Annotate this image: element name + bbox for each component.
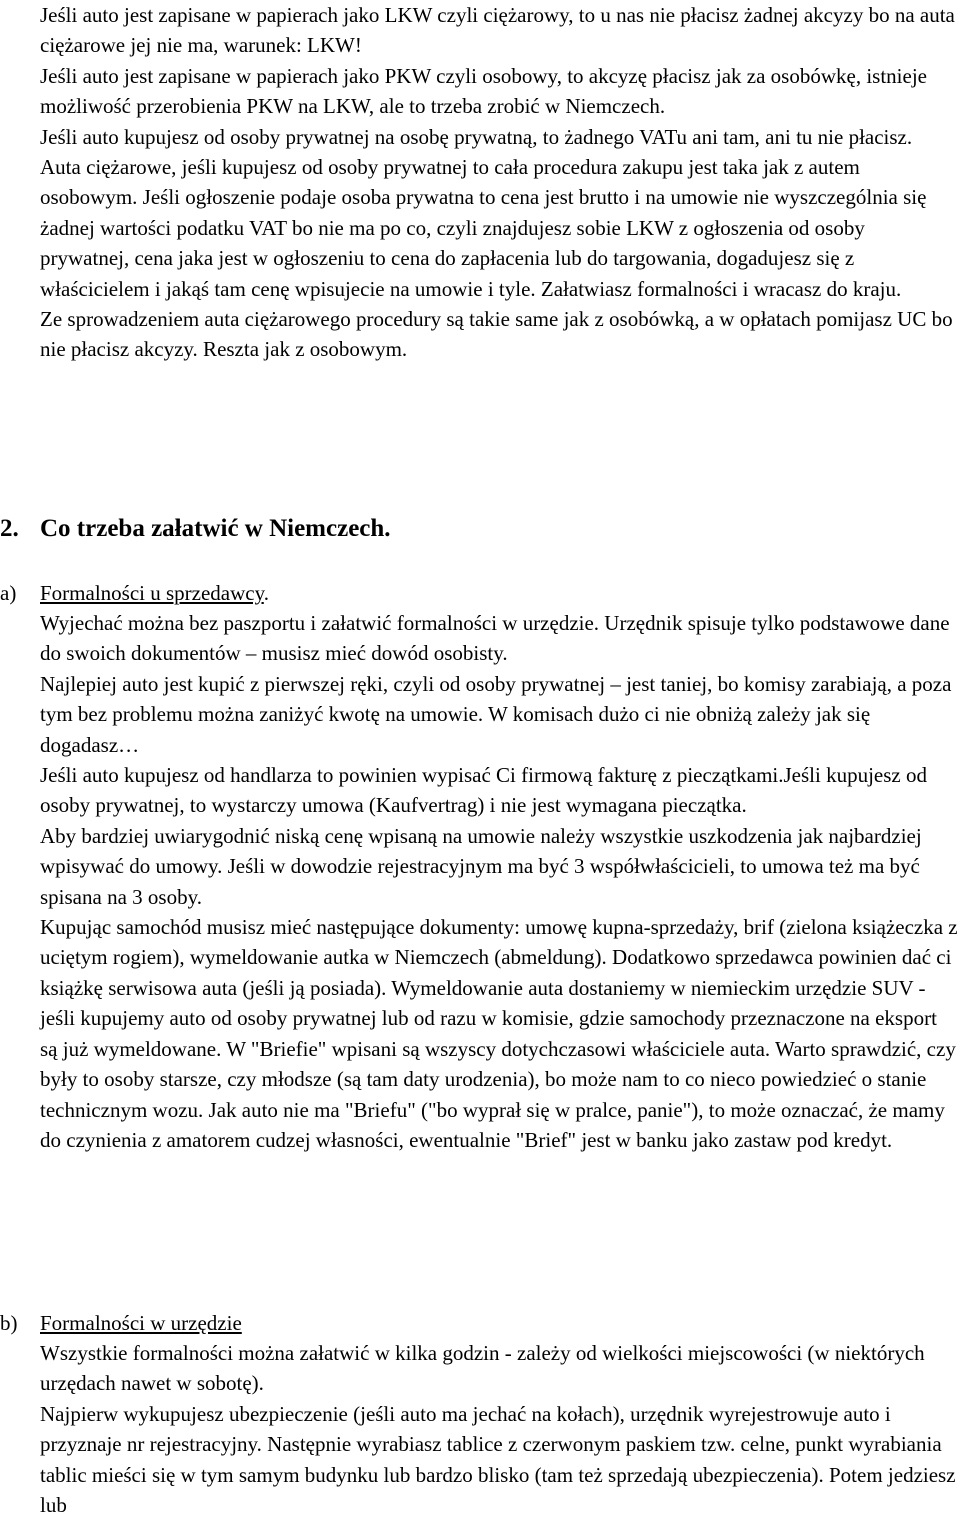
subsection-a-body (40, 608, 958, 1155)
intro-text (40, 0, 958, 365)
subsection-b-heading (0, 1308, 960, 1338)
intro-paragraph: Jeśli auto kupujesz od osoby prywatnej na osobę prywatną, to żadnego VATu ani tam, ani tu nie płacisz. (40, 124, 913, 149)
subsection-a-title: Formalności u sprzedawcy (40, 581, 264, 605)
subsection-a-paragraph: Jeśli auto kupujesz od handlarza to powinien wypisać Ci firmową fakturę z pieczątkami.Jeśli kupujesz od osoby prywatnej, to wystarczy umowa (Kaufvertrag) i nie jest wymagana pieczątka. (40, 763, 927, 818)
intro-paragraph: Jeśli auto jest zapisane w papierach jako LKW czyli ciężarowy, to u nas nie płacisz żadnej akcyzy bo na auta ciężarowe jej nie ma, warunek: LKW! (40, 3, 955, 58)
subsection-b-marker: b) (0, 1311, 18, 1335)
subsection-a-paragraph: Najlepiej auto jest kupić z pierwszej ręki, czyli od osoby prywatnej – jest taniej, bo komisy zarabiają, a poza tym bez problemu można zaniżyć kwotę na umowie. W komisach dużo ci nie obniżą zależy jak się dogadasz… (40, 671, 952, 757)
subsection-a-marker: a) (0, 581, 17, 605)
subsection-b-body (40, 1338, 958, 1520)
subsection-b-paragraph: Wszystkie formalności można załatwić w kilka godzin - zależy od wielkości miejscowości (w niektórych urzędach nawet w sobotę). (40, 1341, 925, 1396)
intro-paragraph: Ze sprowadzeniem auta ciężarowego procedury są takie same jak z osobówką, a w opłatach pomijasz UC bo nie płacisz akcyzy. Reszta jak z osobowym. (40, 307, 953, 362)
intro-paragraph: Auta ciężarowe, jeśli kupujesz od osoby prywatnej to cała procedura zakupu jest taka jak z autem osobowym. Jeśli ogłoszenie podaje osoba prywatna to cena jest brutto i na umowie nie wyszczególnia się żadnej wartości podatku VAT bo nie ma po co, czyli znajdujesz sobie LKW z ogłoszenia od osoby prywatnej, cena jaka jest w ogłoszeniu to cena do zapłacenia lub do targowania, dogadujesz się z właścicielem i jakąś tam cenę wpisujecie na umowie i tyle. Załatwiasz formalności i wracasz do kraju. (40, 155, 927, 301)
intro-paragraph: Jeśli auto jest zapisane w papierach jako PKW czyli osobowy, to akcyzę płacisz jak za osobówkę, istnieje możliwość przerobienia PKW na LKW, ale to trzeba zrobić w Niemczech. (40, 63, 927, 119)
section-title: Co trzeba załatwić w Niemczech. (40, 515, 391, 542)
section-number: 2. (0, 515, 19, 542)
section-heading (0, 514, 391, 544)
subsection-a-paragraph: Aby bardziej uwiarygodnić niską cenę wpisaną na umowie należy wszystkie uszkodzenia jak najbardziej wpisywać do umowy. Jeśli w dowodzie rejestracyjnym ma być 3 współwłaścicieli, to umowa też ma być spisana na 3 osoby. (40, 823, 922, 909)
subsection-b-title: Formalności w urzędzie (40, 1311, 242, 1335)
subsection-a-heading (0, 578, 960, 608)
subsection-a-title-suffix: . (263, 581, 269, 605)
subsection-a-paragraph: Kupując samochód musisz mieć następujące dokumenty: umowę kupna-sprzedaży, brif (zielona książeczka z uciętym rogiem), wymeldowanie autka w Niemczech (abmeldung). Dodatkowo sprzedawca powinien dać ci książkę serwisowa auta (jeśli ją posiada). Wymeldowanie auta dostaniemy w niemieckim urzędzie SUV - jeśli kupujemy auto od osoby prywatnej lub od razu w komisie, gdzie samochody przeznaczone na eksport są już wymeldowane. W "Briefie" wpisani są wszyscy dotychczasowi właściciele auta. Warto sprawdzić, czy były to osoby starsze, czy młodsze (są tam daty urodzenia), bo może nam to co nieco powiedzieć o stanie technicznym wozu. Jak auto nie ma "Briefu" ("bo wyprał się w pralce, panie"), to może oznaczać, że mamy do czynienia z amatorem cudzej własności, ewentualnie "Brief" jest w banku jako zastaw pod kredyt. (40, 915, 958, 1152)
subsection-a-paragraph: Wyjechać można bez paszportu i załatwić formalności w urzędzie. Urzędnik spisuje tylko podstawowe dane do swoich dokumentów – musisz mieć dowód osobisty. (40, 611, 950, 666)
subsection-b-paragraph: Najpierw wykupujesz ubezpieczenie (jeśli auto ma jechać na kołach), urzędnik wyrejestrowuje auto i przyznaje nr rejestracyjny. Następnie wyrabiasz tablice z czerwonym paskiem tzw. celne, punkt wyrabiania tablic mieści się w tym samym budynku lub bardzo blisko (tam też sprzedają ubezpieczenia). Potem jedziesz lub (40, 1401, 956, 1518)
